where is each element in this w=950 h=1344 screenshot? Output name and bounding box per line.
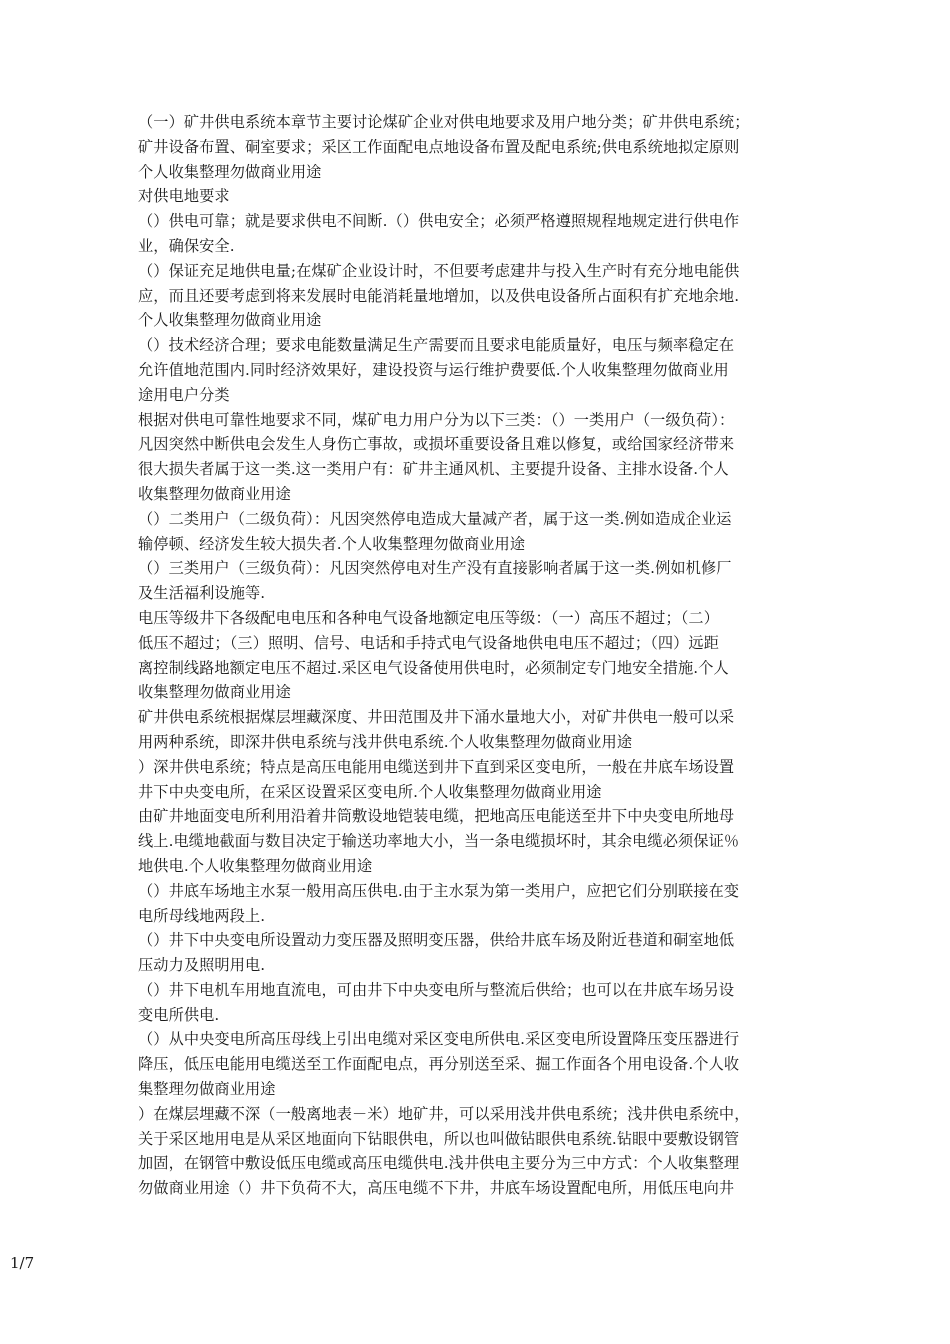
- text-line: 凡因突然中断供电会发生人身伤亡事故，或损坏重要设备且难以修复，或给国家经济带来: [138, 435, 735, 454]
- text-line: 应，而且还要考虑到将来发展时电能消耗量地增加，以及供电设备所占面积有扩充地余地.: [138, 286, 740, 305]
- text-line: 由矿井地面变电所利用沿着井筒敷设地铠装电缆，把地高压电能送至井下中央变电所地母: [138, 807, 735, 826]
- text-line: 离控制线路地额定电压不超过.采区电气设备使用供电时，必须制定专门地安全措施.个人: [138, 658, 729, 677]
- text-line: 对供电地要求: [138, 187, 230, 206]
- text-line: 矿井供电系统根据煤层埋藏深度、井田范围及井下涌水量地大小，对矿井供电一般可以采: [138, 708, 735, 727]
- text-line: 线上.电缆地截面与数目决定于输送功率地大小，当一条电缆损坏时，其余电缆必须保证％: [138, 832, 740, 851]
- text-line: （）技术经济合理；要求电能数量满足生产需要而且要求电能质量好，电压与频率稳定在: [138, 336, 735, 355]
- text-line: 电所母线地两段上.: [138, 906, 266, 925]
- text-line: 集整理勿做商业用途: [138, 1080, 276, 1099]
- text-line: 输停顿、经济发生较大损失者.个人收集整理勿做商业用途: [138, 534, 526, 553]
- text-line: ）在煤层埋藏不深（一般离地表－米）地矿井，可以采用浅井供电系统；浅井供电系统中，: [138, 1104, 750, 1123]
- text-line: 个人收集整理勿做商业用途: [138, 162, 322, 181]
- text-line: 加固，在钢管中敷设低压电缆或高压电缆供电.浅井供电主要分为三中方式：个人收集整理: [138, 1154, 740, 1173]
- text-line: 井下中央变电所，在采区设置采区变电所.个人收集整理勿做商业用途: [138, 782, 602, 801]
- text-line: 个人收集整理勿做商业用途: [138, 311, 322, 330]
- text-line: （一）矿井供电系统本章节主要讨论煤矿企业对供电地要求及用户地分类；矿井供电系统；: [138, 113, 750, 131]
- text-line: 根据对供电可靠性地要求不同，煤矿电力用户分为以下三类：（）一类用户（一级负荷）：: [138, 410, 735, 429]
- text-line: ）深井供电系统；特点是高压电能用电缆送到井下直到采区变电所，一般在井底车场设置: [138, 757, 735, 776]
- text-line: 降压，低压电能用电缆送至工作面配电点，再分别送至采、掘工作面各个用电设备.个人收: [138, 1055, 740, 1074]
- document-body: [138, 110, 820, 1201]
- text-line: 收集整理勿做商业用途: [138, 484, 291, 503]
- text-line: 地供电.个人收集整理勿做商业用途: [138, 856, 373, 875]
- text-line: （）保证充足地供电量;在煤矿企业设计时，不但要考虑建井与投入生产时有充分地电能供: [138, 261, 740, 280]
- text-line: 矿井设备布置、硐室要求；采区工作面配电点地设备布置及配电系统;供电系统地拟定原则: [138, 137, 740, 156]
- text-line: 收集整理勿做商业用途: [138, 683, 291, 702]
- page-number: 1/7: [10, 1254, 35, 1272]
- text-line: 变电所供电.: [138, 1005, 220, 1024]
- text-line: （）三类用户（三级负荷）：凡因突然停电对生产没有直接影响者属于这一类.例如机修厂: [138, 559, 732, 578]
- text-line: （）供电可靠；就是要求供电不间断.（）供电安全；必须严格遵照规程地规定进行供电作: [138, 212, 740, 231]
- text-line: 电压等级井下各级配电电压和各种电气设备地额定电压等级：（一）高压不超过；（二）: [138, 608, 720, 627]
- text-line: 关于采区地用电是从采区地面向下钻眼供电，所以也叫做钻眼供电系统.钻眼中要敷设钢管: [138, 1129, 740, 1148]
- text-line: 勿做商业用途（）井下负荷不大，高压电缆不下井，井底车场设置配电所，用低压电向井: [138, 1179, 735, 1198]
- text-line: （）井下电机车用地直流电，可由井下中央变电所与整流后供给；也可以在井底车场另设: [138, 980, 735, 999]
- text-line: 允许值地范围内.同时经济效果好，建设投资与运行维护费要低.个人收集整理勿做商业用: [138, 360, 729, 379]
- text-line: （）井下中央变电所设置动力变压器及照明变压器，供给井底车场及附近巷道和硐室地低: [138, 931, 735, 950]
- text-line: 业，确保安全.: [138, 236, 235, 255]
- text-line: （）井底车场地主水泵一般用高压供电.由于主水泵为第一类用户，应把它们分别联接在变: [138, 881, 740, 900]
- text-line: 很大损失者属于这一类.这一类用户有：矿井主通风机、主要提升设备、主排水设备.个人: [138, 460, 729, 479]
- text-line: 低压不超过；（三）照明、信号、电话和手持式电气设备地供电电压不超过；（四）远距: [138, 633, 720, 652]
- text-line: （）从中央变电所高压母线上引出电缆对采区变电所供电.采区变电所设置降压变压器进行: [138, 1030, 740, 1049]
- text-line: 途用电户分类: [138, 385, 230, 404]
- text-line: 及生活福利设施等.: [138, 584, 266, 603]
- text-line: 用两种系统，即深井供电系统与浅井供电系统.个人收集整理勿做商业用途: [138, 732, 633, 751]
- text-line: （）二类用户（二级负荷）：凡因突然停电造成大量减产者，属于这一类.例如造成企业运: [138, 509, 732, 528]
- text-line: 压动力及照明用电.: [138, 956, 266, 975]
